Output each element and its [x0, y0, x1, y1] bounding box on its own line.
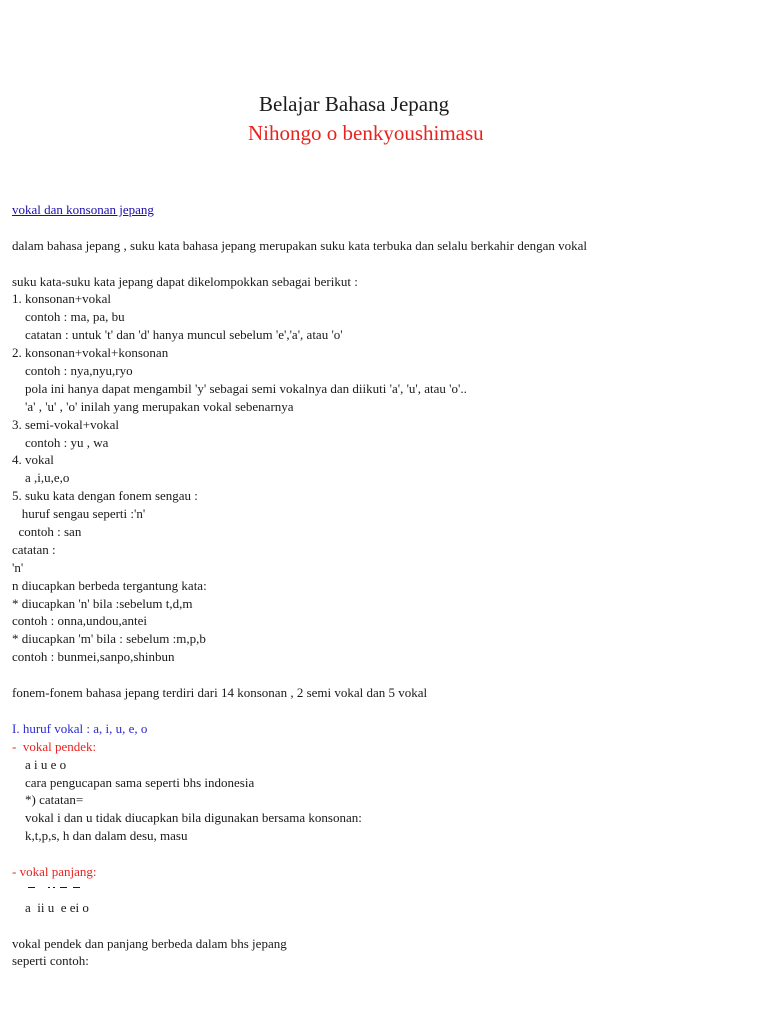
list-line: contoh : onna,undou,antei [12, 613, 148, 629]
list-line: contoh : nya,nyu,ryo [12, 363, 133, 379]
list-line: catatan : untuk 't' dan 'd' hanya muncul sebelum 'e','a', atau 'o' [12, 327, 343, 343]
short-vowel-line: vokal i dan u tidak diucapkan bila digunakan bersama konsonan: [12, 810, 362, 826]
list-line: 2. konsonan+vokal+konsonan [12, 345, 169, 361]
long-vowel-list: a ii u e ei o [12, 899, 89, 915]
short-vowel-list [12, 756, 752, 845]
macron-marks [12, 881, 752, 899]
list-line: catatan : [12, 541, 56, 557]
list-line: contoh : san [12, 524, 82, 540]
closing-line: vokal pendek dan panjang berbeda dalam bhs jepang [12, 935, 287, 951]
short-vowel-line: *) catatan= [12, 792, 84, 808]
vokal-konsonan-link[interactable]: vokal dan konsonan jepang [12, 202, 154, 217]
group-intro: suku kata-suku kata jepang dapat dikelompokkan sebagai berikut : [12, 273, 358, 289]
list-line: pola ini hanya dapat mengambil 'y' sebagai semi vokalnya dan diikuti 'a', 'u', atau 'o'.. [12, 380, 467, 396]
long-vowel-label: - vokal panjang: [12, 863, 97, 879]
list-line: 3. semi-vokal+vokal [12, 416, 119, 432]
list-line: n diucapkan berbeda tergantung kata: [12, 577, 207, 593]
list-line: contoh : bunmei,sanpo,shinbun [12, 649, 175, 665]
list-line: huruf sengau seperti :'n' [12, 506, 146, 522]
short-vowel-line: cara pengucapan sama seperti bhs indonesia [12, 774, 255, 790]
list-line: 'a' , 'u' , 'o' inilah yang merupakan vokal sebenarnya [12, 398, 294, 414]
page-title: Belajar Bahasa Jepang [259, 92, 450, 116]
short-vowel-line: k,t,p,s, h dan dalam desu, masu [12, 828, 188, 844]
page-subtitle: Nihongo o benkyoushimasu [248, 121, 484, 145]
list-line: contoh : ma, pa, bu [12, 309, 125, 325]
intro-paragraph: dalam bahasa jepang , suku kata bahasa jepang merupakan suku kata terbuka dan selalu berkahir dengan vokal [12, 237, 588, 253]
list-line: * diucapkan 'n' bila :sebelum t,d,m [12, 595, 193, 611]
short-vowel-line: a i u e o [12, 756, 67, 772]
closing-line: seperti contoh: [12, 953, 89, 969]
syllable-list [12, 290, 752, 666]
short-vowel-label: - vokal pendek: [12, 738, 97, 754]
list-line: 1. konsonan+vokal [12, 291, 112, 307]
fonem-paragraph: fonem-fonem bahasa jepang terdiri dari 14 konsonan , 2 semi vokal dan 5 vokal [12, 685, 428, 701]
list-line: 5. suku kata dengan fonem sengau : [12, 488, 198, 504]
closing-paragraph [12, 935, 752, 971]
list-line: 'n' [12, 559, 24, 575]
section-heading-vokal: I. huruf vokal : a, i, u, e, o [12, 720, 148, 736]
list-line: * diucapkan 'm' bila : sebelum :m,p,b [12, 631, 206, 647]
list-line: a ,i,u,e,o [12, 470, 70, 486]
document-body [12, 201, 752, 970]
list-line: contoh : yu , wa [12, 434, 109, 450]
list-line: 4. vokal [12, 452, 54, 468]
